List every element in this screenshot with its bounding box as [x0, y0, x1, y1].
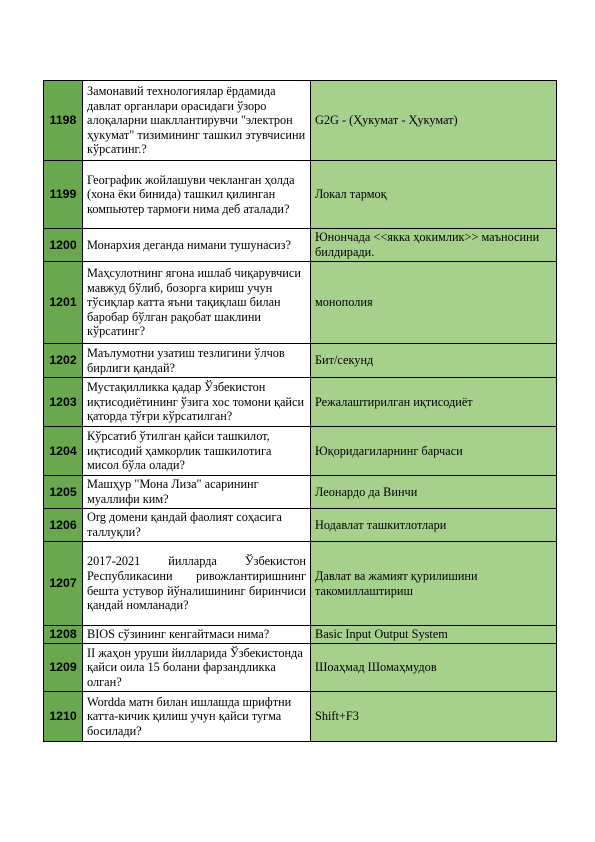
table-row — [44, 262, 557, 344]
answer-cell: Нодавлат ташкитлотлари — [311, 509, 557, 542]
answer-cell: Режалаштирилган иқтисодиёт — [311, 378, 557, 427]
table-row — [44, 378, 557, 427]
answer-cell: Basic Input Output System — [311, 626, 557, 644]
question-cell: BIOS сўзининг кенгайтмаси нима? — [83, 626, 311, 644]
question-cell: Маълумотни узатиш тезлигини ўлчов бирлиги қандай? — [83, 344, 311, 378]
question-cell: Маҳсулотнинг ягона ишлаб чиқарувчиси мавжуд бўлиб, бозорга кириш учун тўсиқлар катта яъни тақиқлаш билан баробар бўлган рақобат шаклини кўрсатинг? — [83, 262, 311, 344]
table-row — [44, 161, 557, 229]
row-number: 1210 — [44, 692, 83, 742]
table-row — [44, 542, 557, 626]
table-row — [44, 626, 557, 644]
row-number: 1209 — [44, 644, 83, 692]
answer-cell: Юнончада <<якка ҳокимлик>> маъносини билдиради. — [311, 229, 557, 262]
question-cell: Wordda матн билан ишлашда шрифтни катта-кичик қилиш учун қайси тугма босилади? — [83, 692, 311, 742]
question-cell: Замонавий технологиялар ёрдамида давлат органлари орасидаги ўзоро алоқаларни шакллантирувчи "электрон ҳукумат" тизимининг ташкил этувчисини кўрсатинг.? — [83, 81, 311, 161]
row-number: 1208 — [44, 626, 83, 644]
answer-cell: G2G - (Ҳукумат - Ҳукумат) — [311, 81, 557, 161]
question-cell: II жаҳон уруши йилларида Ўзбекистонда қайси оила 15 болани фарзандликка олган? — [83, 644, 311, 692]
table-row — [44, 476, 557, 509]
table-row — [44, 427, 557, 476]
row-number: 1205 — [44, 476, 83, 509]
row-number: 1203 — [44, 378, 83, 427]
table-row — [44, 229, 557, 262]
answer-cell: Юқоридагиларнинг барчаси — [311, 427, 557, 476]
answer-cell: Шоаҳмад Шомаҳмудов — [311, 644, 557, 692]
row-number: 1201 — [44, 262, 83, 344]
answer-cell: Бит/секунд — [311, 344, 557, 378]
row-number: 1198 — [44, 81, 83, 161]
row-number: 1202 — [44, 344, 83, 378]
row-number: 1207 — [44, 542, 83, 626]
questions-table — [43, 80, 557, 742]
question-cell: Org домени қандай фаолият соҳасига таллуқли? — [83, 509, 311, 542]
table-row — [44, 644, 557, 692]
table-row — [44, 509, 557, 542]
question-cell: 2017-2021 йилларда Ўзбекистон Республикасини ривожлантиришнинг бешта устувор йўналишининг биринчиси қандай номланади? — [83, 542, 311, 626]
row-number: 1206 — [44, 509, 83, 542]
row-number: 1204 — [44, 427, 83, 476]
question-cell: Машҳур "Мона Лиза" асарининг муаллифи ким? — [83, 476, 311, 509]
question-cell: Монархия деганда нимани тушунасиз? — [83, 229, 311, 262]
answer-cell: монополия — [311, 262, 557, 344]
answer-cell: Леонардо да Винчи — [311, 476, 557, 509]
table-row — [44, 692, 557, 742]
row-number: 1199 — [44, 161, 83, 229]
question-cell: Географик жойлашуви чекланган ҳолда (хона ёки бинида) ташкил қилинган компьютер тармоғи нима деб аталади? — [83, 161, 311, 229]
table-row — [44, 344, 557, 378]
answer-cell: Давлат ва жамият қурилишини такомиллаштириш — [311, 542, 557, 626]
answer-cell: Локал тармоқ — [311, 161, 557, 229]
table-row — [44, 81, 557, 161]
question-cell: Кўрсатиб ўтилган қайси ташкилот, иқтисодий ҳамкорлик ташкилотига мисол бўла олади? — [83, 427, 311, 476]
answer-cell: Shift+F3 — [311, 692, 557, 742]
question-cell: Мустақилликка қадар Ўзбекистон иқтисодиётининг ўзига хос томони қайси қаторда тўғри кўрсатилган? — [83, 378, 311, 427]
row-number: 1200 — [44, 229, 83, 262]
